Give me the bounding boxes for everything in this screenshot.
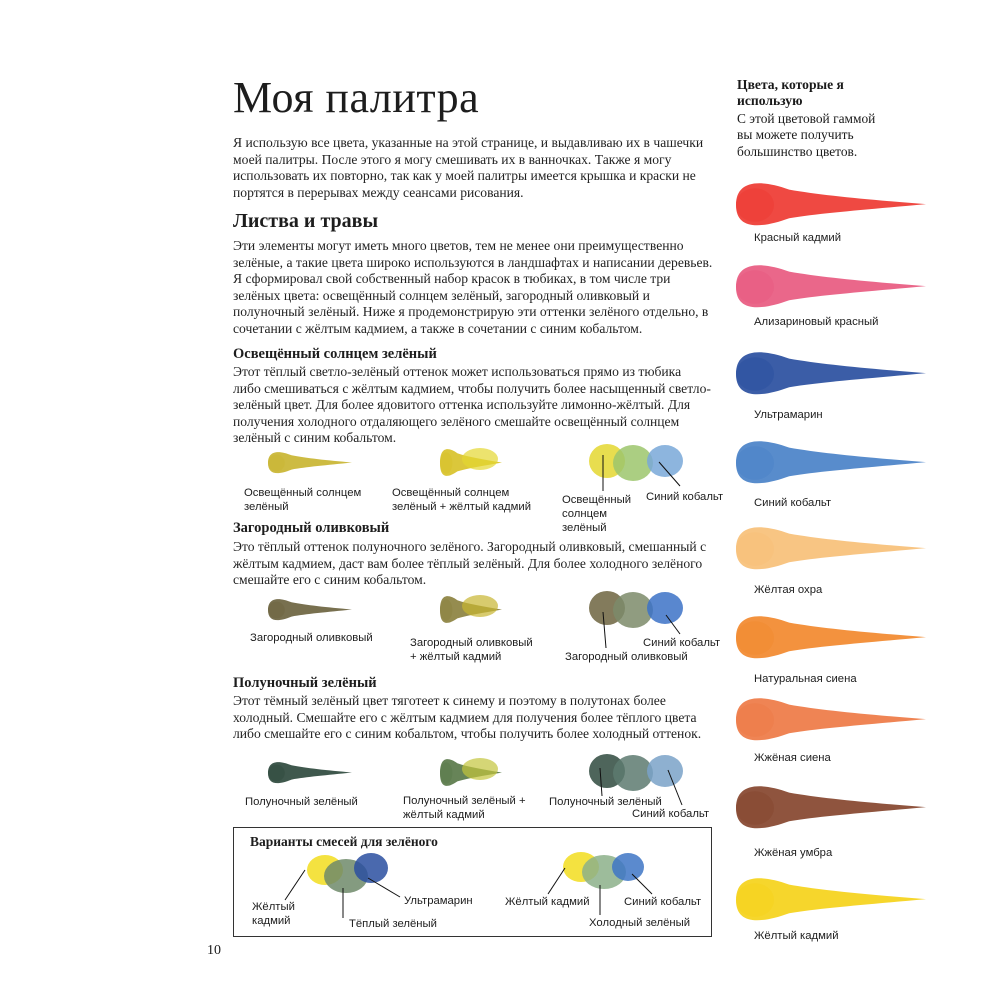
paint-swatch <box>736 786 926 828</box>
swatch-label: Жжёная умбра <box>754 847 833 859</box>
swatch-caption: Освещённый солнцем зелёный <box>244 487 362 513</box>
section-heading: Листва и травы <box>233 210 379 232</box>
paint-swatch <box>736 527 926 569</box>
swatch-label: Синий кобальт <box>754 497 832 509</box>
green-heading: Освещённый солнцем зелёный <box>233 346 437 362</box>
swatch-label: Ализариновый красный <box>754 316 879 328</box>
swatch-caption: Загородный оливковый + жёлтый кадмий <box>410 637 533 663</box>
paint-swatch <box>613 592 653 628</box>
paint-swatch <box>613 755 653 791</box>
green-paragraph: Этот тёплый светло-зелёный оттенок может использоваться прямо из тюбика либо смешиваться с жёлтым кадмием, чтобы получить более насыщенный светло-зелёный цвет. Для более ядовитого оттенка используйте лимонно-жёлтый. Для получения холодного отдаляющего зелёного смешайте освещённый солнцем зелёный с синим кобальтом. <box>233 364 711 446</box>
mix-label: Тёплый зелёный <box>349 918 437 930</box>
paint-swatch <box>647 445 683 477</box>
paint-swatch <box>736 441 926 483</box>
swatch-caption: Освещённый солнцем зелёный <box>562 494 632 534</box>
green-paragraph: Этот тёмный зелёный цвет тяготеет к синему и поэтому в полутонах более холодный. Смешайте его с жёлтым кадмием для получения более тёплого цвета либо смешайте его с синим кобальтом, чтобы получить более холодный оттенок. <box>233 693 702 742</box>
paint-swatch <box>736 352 926 394</box>
swatch-caption: Синий кобальт <box>646 491 724 503</box>
mix-variants-title: Варианты смесей для зелёного <box>250 834 438 849</box>
paint-swatch <box>736 698 926 740</box>
section-paragraph: Эти элементы могут иметь много цветов, тем не менее они преимущественно зелёные, а такие цвета широко используются в ландшафтах и написании деревьев. Я сформировал свой собственный набор красок в тюбиках, в том числе три зелёных цвета: освещённый солнцем зелёный, загородный оливковый и полуночный зелёный. Ниже я продемонстрирую эти оттенки зелёного отдельно, в сочетании с жёлтым кадмием, а также в сочетании с синим кобальтом. <box>233 238 713 336</box>
intro-paragraph: Я использую все цвета, указанные на этой странице, и выдавливаю их в чашечки моей палитры. После этого я могу смешивать их в ванночках. Также я могу использовать их повторно, так как у моей палитры имеется крышка и краски не портятся в перерывах между сеансами рисования. <box>233 135 704 200</box>
page-number: 10 <box>207 943 221 958</box>
paint-swatch <box>462 595 498 617</box>
paint-swatch <box>268 762 352 783</box>
paint-swatch <box>613 445 653 481</box>
paint-swatch <box>268 599 352 620</box>
mix-label: Холодный зелёный <box>589 917 691 929</box>
paint-swatch <box>736 265 926 307</box>
mix-label: Ультрамарин <box>404 895 473 907</box>
swatch-caption: Загородный оливковый <box>565 651 688 663</box>
paint-swatch <box>647 592 683 624</box>
swatch-label: Жёлтая охра <box>754 584 823 596</box>
paint-swatch <box>736 183 926 225</box>
swatch-label: Жжёная сиена <box>754 752 831 764</box>
swatch-label: Ультрамарин <box>754 409 823 421</box>
paint-swatch <box>268 452 352 473</box>
green-heading: Загородный оливковый <box>233 520 390 536</box>
swatch-caption: Синий кобальт <box>632 808 710 820</box>
paint-swatch <box>462 758 498 780</box>
swatch-label: Жёлтый кадмий <box>754 930 839 942</box>
sidebar-title: Цвета, которые я использую <box>737 77 844 108</box>
paint-swatch <box>647 755 683 787</box>
mix-label: Синий кобальт <box>624 896 702 908</box>
paint-swatch <box>736 878 926 920</box>
green-heading: Полуночный зелёный <box>233 675 377 691</box>
swatch-caption: Освещённый солнцем зелёный + жёлтый кадмий <box>392 487 532 513</box>
swatch-label: Натуральная сиена <box>754 673 857 685</box>
green-paragraph: Это тёплый оттенок полуночного зелёного. Загородный оливковый, смешанный с жёлтым кадмием, даст вам более тёплый зелёный. Для более холодного зелёного смешайте его с синим кобальтом. <box>233 539 707 588</box>
page-title: Моя палитра <box>233 73 480 122</box>
mix-label: Жёлтый кадмий <box>252 901 295 927</box>
swatch-caption: Полуночный зелёный + жёлтый кадмий <box>403 795 526 821</box>
swatch-caption: Полуночный зелёный <box>549 796 662 808</box>
swatch-caption: Полуночный зелёный <box>245 796 358 808</box>
swatch-caption: Загородный оливковый <box>250 632 373 644</box>
swatch-caption: Синий кобальт <box>643 637 721 649</box>
paint-swatch <box>462 448 498 470</box>
sidebar-text: С этой цветовой гаммой вы можете получить большинство цветов. <box>737 111 876 159</box>
mix-label: Жёлтый кадмий <box>505 896 590 908</box>
swatch-label: Красный кадмий <box>754 232 842 244</box>
paint-swatch <box>736 616 926 658</box>
